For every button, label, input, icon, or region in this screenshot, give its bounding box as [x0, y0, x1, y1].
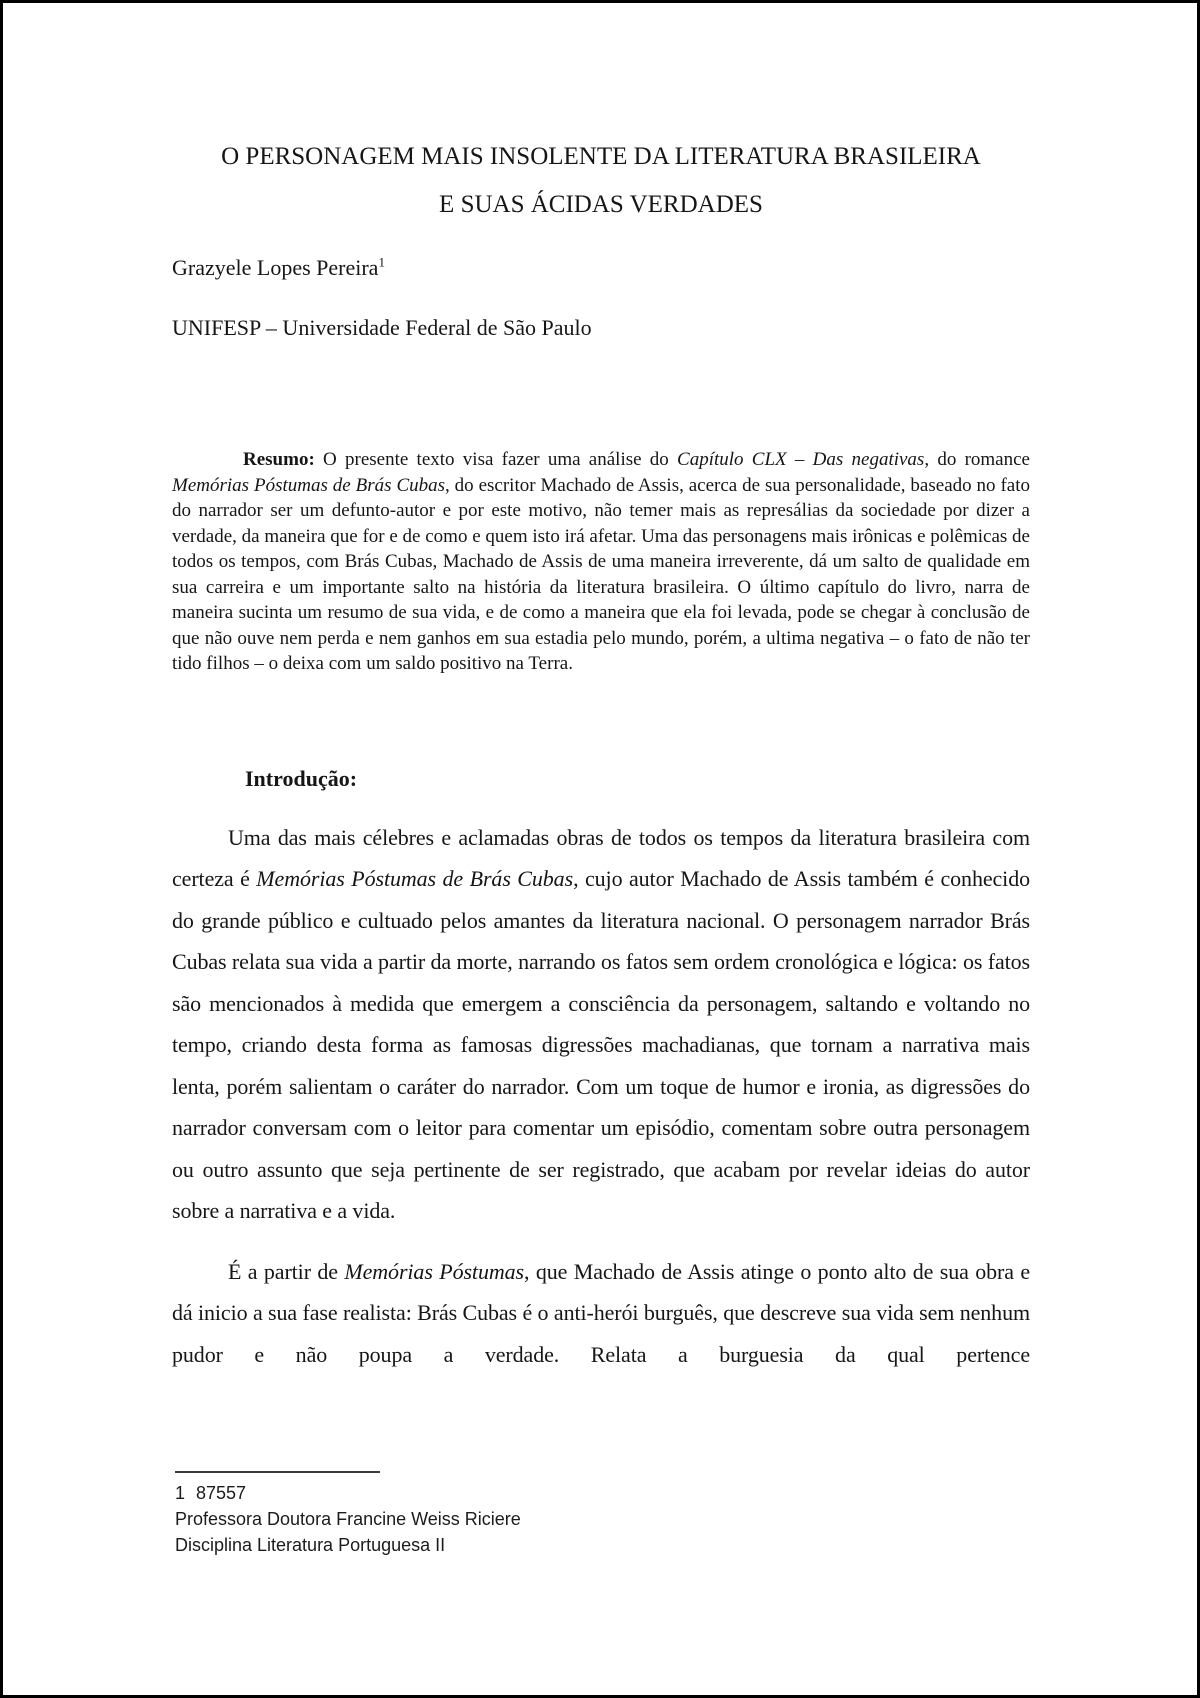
page-title: [172, 133, 1030, 229]
footnote-area: [175, 1471, 521, 1558]
title-line-1: O PERSONAGEM MAIS INSOLENTE DA LITERATURA BRASILEIRA: [221, 143, 981, 170]
footnote-course-line: Disciplina Literatura Portuguesa II: [175, 1535, 446, 1555]
affiliation-line: UNIFESP – Universidade Federal de São Paulo: [172, 315, 592, 340]
author-footnote-ref: 1: [378, 254, 385, 270]
footnote-professor-line: Professora Doutora Francine Weiss Riciere: [175, 1509, 521, 1529]
section-heading-introducao: Introdução:: [245, 765, 358, 791]
footnote-marker: 1: [175, 1483, 186, 1503]
abstract-paragraph: Resumo: O presente texto visa fazer uma análise do Capítulo CLX – Das negativas, do romance Memórias Póstumas de Brás Cubas, do escritor Machado de Assis, acerca de sua personalidade, baseado no fato do narrador ser um defunto-autor e por este motivo, não temer mais as represálias da sociedade por dizer a verdade, da maneira que for e de como e quem isto irá afetar. Uma das personagens mais irônicas e polêmicas de todos os tempos, com Brás Cubas, Machado de Assis de uma maneira irreverente, dá um salto de qualidade em sua carreira e um importante salto na história da literatura brasileira. O último capítulo do livro, narra de maneira sucinta um resumo de sua vida, e de como a maneira que ela foi levada, pode se chegar à conclusão de que não ouve nem perda e nem ganhos em sua estadia pelo mundo, porém, a ultima negativa – o fato de não ter tido filhos – o deixa com um saldo positivo na Terra.: [172, 449, 1030, 674]
title-line-2: E SUAS ÁCIDAS VERDADES: [439, 191, 763, 218]
footnote-id-line: [175, 1480, 521, 1506]
footnote-id-value: 87557: [196, 1483, 247, 1503]
intro-paragraph-2: É a partir de Memórias Póstumas, que Machado de Assis atinge o ponto alto de sua obra e dá inicio a sua fase realista: Brás Cubas é o anti-herói burguês, que descreve sua vida sem nenhum pudor e não poupa a verdade. Relata a burguesia da qual pertence: [172, 1258, 1031, 1367]
intro-paragraph-1: Uma das mais célebres e aclamadas obras de todos os tempos da literatura brasileira com certeza é Memórias Póstumas de Brás Cubas, cujo autor Machado de Assis também é conhecido do grande público e cultuado pelos amantes da literatura nacional. O personagem narrador Brás Cubas relata sua vida a partir da morte, narrando os fatos sem ordem cronológica e lógica: os fatos são mencionados à medida que emergem a consciência da personagem, saltando e voltando no tempo, criando desta forma as famosas digressões machadianas, que tornam a narrativa mais lenta, porém salientam o caráter do narrador. Com um toque de humor e ironia, as digressões do narrador conversam com o leitor para comentar um episódio, comentam sobre outra personagem ou outro assunto que seja pertinente de ser registrado, que acabam por revelar ideias do autor sobre a narrativa e a vida.: [172, 824, 1030, 1223]
author-line: [172, 255, 1030, 281]
author-name: Grazyele Lopes Pereira: [172, 255, 379, 280]
footnote-separator-rule: [175, 1471, 380, 1473]
